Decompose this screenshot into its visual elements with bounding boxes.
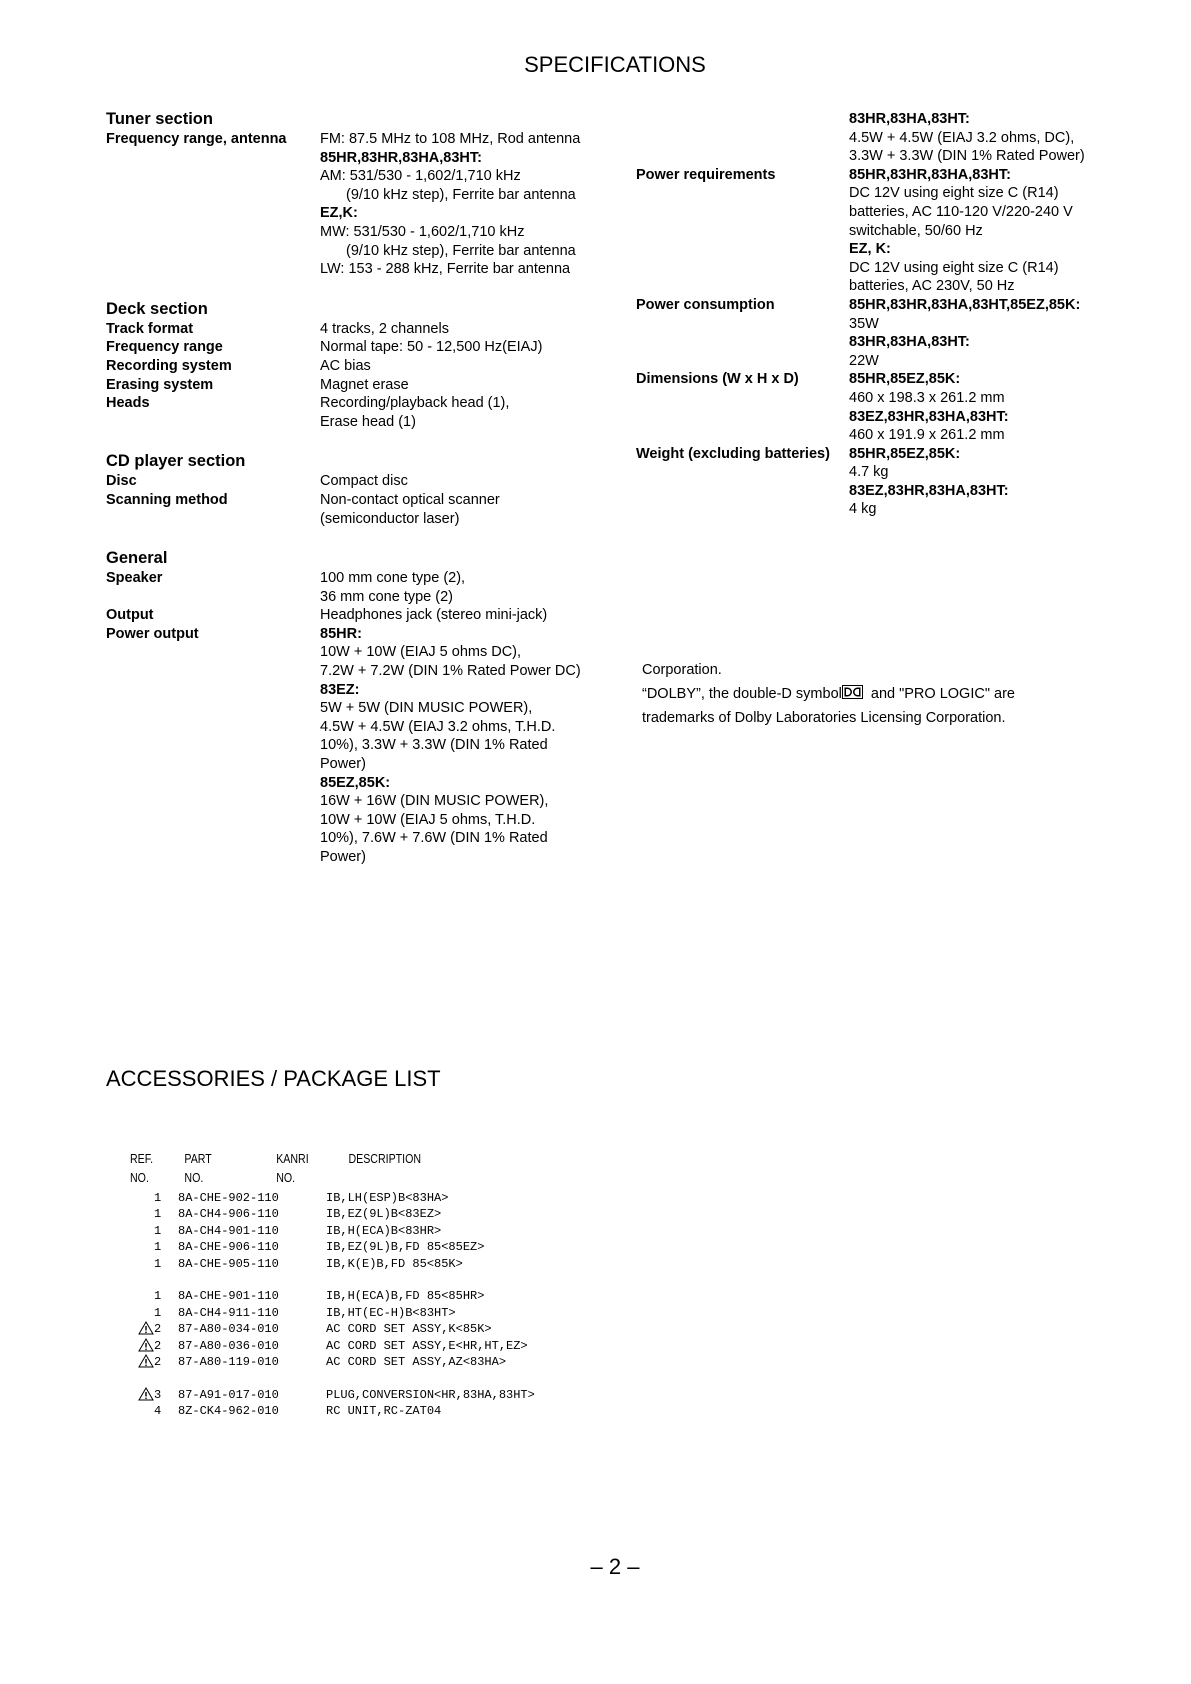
spec-label: Recording system [106,357,232,374]
description-cell: IB,K(E)B,FD 85<85K> [326,1256,463,1271]
spec-value [849,370,1109,444]
spec-line: Headphones jack (stereo mini-jack) [320,607,548,624]
spec-line: Recording/playback head (1), [320,395,510,412]
spec-row [106,569,610,606]
spec-value [849,445,1109,519]
spec-line: batteries, AC 230V, 50 Hz [849,278,1015,295]
model-variant-label: 83HR,83HA,83HT: [849,334,970,351]
tuner-frequency-row [106,130,610,279]
part-no-cell: 87-A80-034-010 [178,1322,279,1337]
spec-value [320,338,610,357]
description-cell: RC UNIT,RC-ZAT04 [326,1404,442,1419]
ref-no-cell: 2 [154,1354,162,1369]
model-variant-label: 85HR,85EZ,85K: [849,371,961,388]
ref-no-cell: 2 [154,1322,162,1337]
description-cell: AC CORD SET ASSY,K<85K> [326,1322,492,1337]
model-variant-label: 85EZ,85K: [320,774,391,791]
model-variant-label: 83EZ,83HR,83HA,83HT: [849,408,1009,425]
spec-line: 7.2W + 7.2W (DIN 1% Rated Power DC) [320,663,581,680]
spec-line: DC 12V using eight size C (R14) [849,185,1059,202]
spec-line: 10%), 3.3W + 3.3W (DIN 1% Rated [320,737,548,754]
part-no-cell: 87-A80-119-010 [178,1354,279,1369]
ref-no-cell: 1 [154,1191,162,1205]
note-line: Corporation. [642,662,722,678]
spec-value [320,491,610,528]
spec-label: Weight (excluding batteries) [636,445,830,462]
spec-line: Magnet erase [320,376,409,393]
safety-warning-icon [138,1321,154,1335]
description-cell: IB,HT(EC-H)B<83HT> [326,1305,456,1320]
spec-line: LW: 153 - 288 kHz, Ferrite bar antenna [320,261,571,278]
spec-line: 4.5W + 4.5W (EIAJ 3.2 ohms, DC), [849,129,1075,146]
spec-row [636,296,1109,370]
description-cell: IB,H(ECA)B,FD 85<85HR> [326,1289,485,1304]
spec-row [106,491,610,528]
spec-row [106,320,610,339]
model-variant-label: 85HR: [320,625,362,642]
spec-line: 36 mm cone type (2) [320,588,453,605]
spec-value [320,472,610,491]
ref-no-cell: 1 [154,1240,162,1255]
spec-line: 460 x 198.3 x 261.2 mm [849,389,1005,406]
description-cell: PLUG,CONVERSION<HR,83HA,83HT> [326,1387,535,1402]
spec-label: Erasing system [106,376,214,393]
spec-line: (9/10 kHz step), Ferrite bar antenna [346,186,576,203]
general-heading: General [106,549,168,568]
spec-line: Non-contact optical scanner [320,491,500,508]
spec-row [636,166,1109,296]
spec-line: 10W + 10W (EIAJ 5 ohms DC), [320,644,522,661]
spec-value [320,130,610,279]
description-cell: IB,H(ECA)B<83HR> [326,1223,442,1238]
page-number: – 2 – [590,1554,640,1579]
spec-row [636,445,1109,519]
spec-line: 10%), 7.6W + 7.6W (DIN 1% Rated [320,830,548,847]
spec-line: MW: 531/530 - 1,602/1,710 kHz [320,223,525,240]
ref-no-cell: 1 [154,1305,162,1320]
spec-value [320,606,610,625]
spec-line: DC 12V using eight size C (R14) [849,259,1059,276]
model-variant-label: 83EZ: [320,681,360,698]
spec-line: 460 x 191.9 x 261.2 mm [849,427,1005,444]
spec-line: Normal tape: 50 - 12,500 Hz(EIAJ) [320,339,543,356]
spec-line: 3.3W + 3.3W (DIN 1% Rated Power) [849,148,1085,165]
model-variant-label: 85HR,83HR,83HA,83HT: [320,149,482,166]
spec-row [106,357,610,376]
spec-label: Frequency range, antenna [106,131,287,147]
description-cell: AC CORD SET ASSY,E<HR,HT,EZ> [326,1338,528,1353]
spec-label: Disc [106,473,137,490]
right-rows [636,166,1109,519]
spec-line: AC bias [320,357,371,374]
spec-line: FM: 87.5 MHz to 108 MHz, Rod antenna [320,131,581,147]
description-cell: IB,EZ(9L)B<83EZ> [326,1207,442,1222]
kanri-header: KANRI [276,1152,309,1166]
spec-label: Scanning method [106,491,228,508]
part-no-cell: 8A-CHE-901-110 [178,1289,279,1304]
spec-row [636,370,1109,444]
spec-label: Power consumption [636,296,775,313]
ref-no-cell: 4 [154,1404,162,1419]
spec-value [320,394,610,431]
spec-line: AM: 531/530 - 1,602/1,710 kHz [320,168,521,185]
spec-line: 35W [849,315,879,332]
spec-row [106,472,610,491]
spec-label: Dimensions (W x H x D) [636,371,799,388]
ref-no-cell: 1 [154,1207,162,1222]
spec-value [849,166,1109,296]
part-no-cell: 87-A91-017-010 [178,1387,279,1402]
spec-line: 5W + 5W (DIN MUSIC POWER), [320,700,533,717]
part-no-cell: 87-A80-036-010 [178,1338,279,1353]
deck-heading: Deck section [106,299,208,318]
spec-label: Output [106,607,154,624]
dolby-trademark-note [642,658,1062,730]
spec-line: (semiconductor laser) [320,510,460,527]
model-variant-label: EZ,K: [320,205,358,222]
description-cell: IB,EZ(9L)B,FD 85<85EZ> [326,1240,485,1255]
ref-no-cell: 2 [154,1338,162,1353]
description-cell: IB,LH(ESP)B<83HA> [326,1191,449,1205]
cd-heading: CD player section [106,452,246,471]
part-no-cell: 8A-CH4-906-110 [178,1207,279,1222]
spec-value [320,376,610,395]
ref-no-cell: 1 [154,1256,162,1271]
tuner-heading: Tuner section [106,110,213,128]
spec-line: 100 mm cone type (2), [320,570,466,587]
part-no-cell: 8Z-CK4-962-010 [178,1404,279,1419]
spec-line: (9/10 kHz step), Ferrite bar antenna [346,242,576,259]
ref-no-cell: 1 [154,1289,162,1304]
spec-line: Power) [320,756,366,773]
spec-line: 16W + 16W (DIN MUSIC POWER), [320,793,549,810]
spec-value [320,625,610,867]
model-variant-label: EZ, K: [849,241,891,258]
model-variant-label: 85HR,83HR,83HA,83HT: [849,166,1011,183]
model-variant-label: 83HR,83HA,83HT: [849,111,970,127]
spec-value [849,110,1109,166]
safety-warning-icon [138,1354,154,1368]
spec-label: Power requirements [636,166,776,183]
spec-line: 4.5W + 4.5W (EIAJ 3.2 ohms, T.H.D. [320,718,556,735]
description-cell: AC CORD SET ASSY,AZ<83HA> [326,1354,507,1369]
cd-rows [106,472,610,528]
spec-value [320,320,610,339]
kanri-no-header: NO. [276,1171,296,1185]
spec-row [106,606,610,625]
note-text: and "PRO LOGIC" are [866,686,1015,702]
ref-no-header: REF. NO. [130,1152,154,1185]
description-header: DESCRIPTION [348,1152,422,1166]
spec-value [320,357,610,376]
ref-no-cell: 3 [154,1387,162,1402]
spec-line: 4.7 kg [849,464,889,481]
part-no-header: PART NO. [184,1152,212,1185]
spec-line: Power) [320,849,366,865]
specs-left-column [106,108,610,867]
model-variant-label: 83EZ,83HR,83HA,83HT: [849,482,1009,499]
note-line [642,682,1062,706]
general-rows [106,569,610,867]
spec-label: Heads [106,395,150,412]
spec-value [320,569,610,606]
spec-line: batteries, AC 110-120 V/220-240 V [849,203,1073,220]
spec-value [849,296,1109,370]
note-text: “DOLBY”, the double-D symbol [642,686,842,702]
accessories-title: ACCESSORIES / PACKAGE LIST [106,1066,441,1091]
part-no-cell: 8A-CH4-901-110 [178,1223,279,1238]
model-variant-label: 85HR,83HR,83HA,83HT,85EZ,85K: [849,296,1081,313]
spec-line: 10W + 10W (EIAJ 5 ohms, T.H.D. [320,811,536,828]
part-no-cell: 8A-CHE-902-110 [178,1191,279,1205]
spec-line: 4 tracks, 2 channels [320,320,449,337]
spec-row [106,625,610,867]
safety-warning-icon [138,1387,154,1401]
dolby-double-d-icon [842,685,863,699]
spec-line: Compact disc [320,473,408,490]
spec-label: Power output [106,625,199,642]
spec-label: Speaker [106,570,163,587]
spec-line: 22W [849,352,879,369]
ref-no-cell: 1 [154,1223,162,1238]
spec-row [106,394,610,431]
page-title: SPECIFICATIONS [524,52,706,77]
specs-right-column [636,110,1109,519]
spec-label: Track format [106,320,194,337]
power-output-continued-row [636,110,1109,166]
spec-line: switchable, 50/60 Hz [849,222,983,239]
spec-row [106,376,610,395]
safety-warning-icon [138,1338,154,1352]
spec-row [106,338,610,357]
note-line: trademarks of Dolby Laboratories Licensing Corporation. [642,710,1006,726]
deck-rows [106,320,610,432]
spec-label: Frequency range [106,339,223,356]
spec-line: 4 kg [849,501,877,518]
model-variant-label: 85HR,85EZ,85K: [849,445,961,462]
part-no-cell: 8A-CHE-905-110 [178,1256,279,1271]
part-no-cell: 8A-CHE-906-110 [178,1240,279,1255]
spec-line: Erase head (1) [320,413,416,430]
part-no-cell: 8A-CH4-911-110 [178,1305,279,1320]
